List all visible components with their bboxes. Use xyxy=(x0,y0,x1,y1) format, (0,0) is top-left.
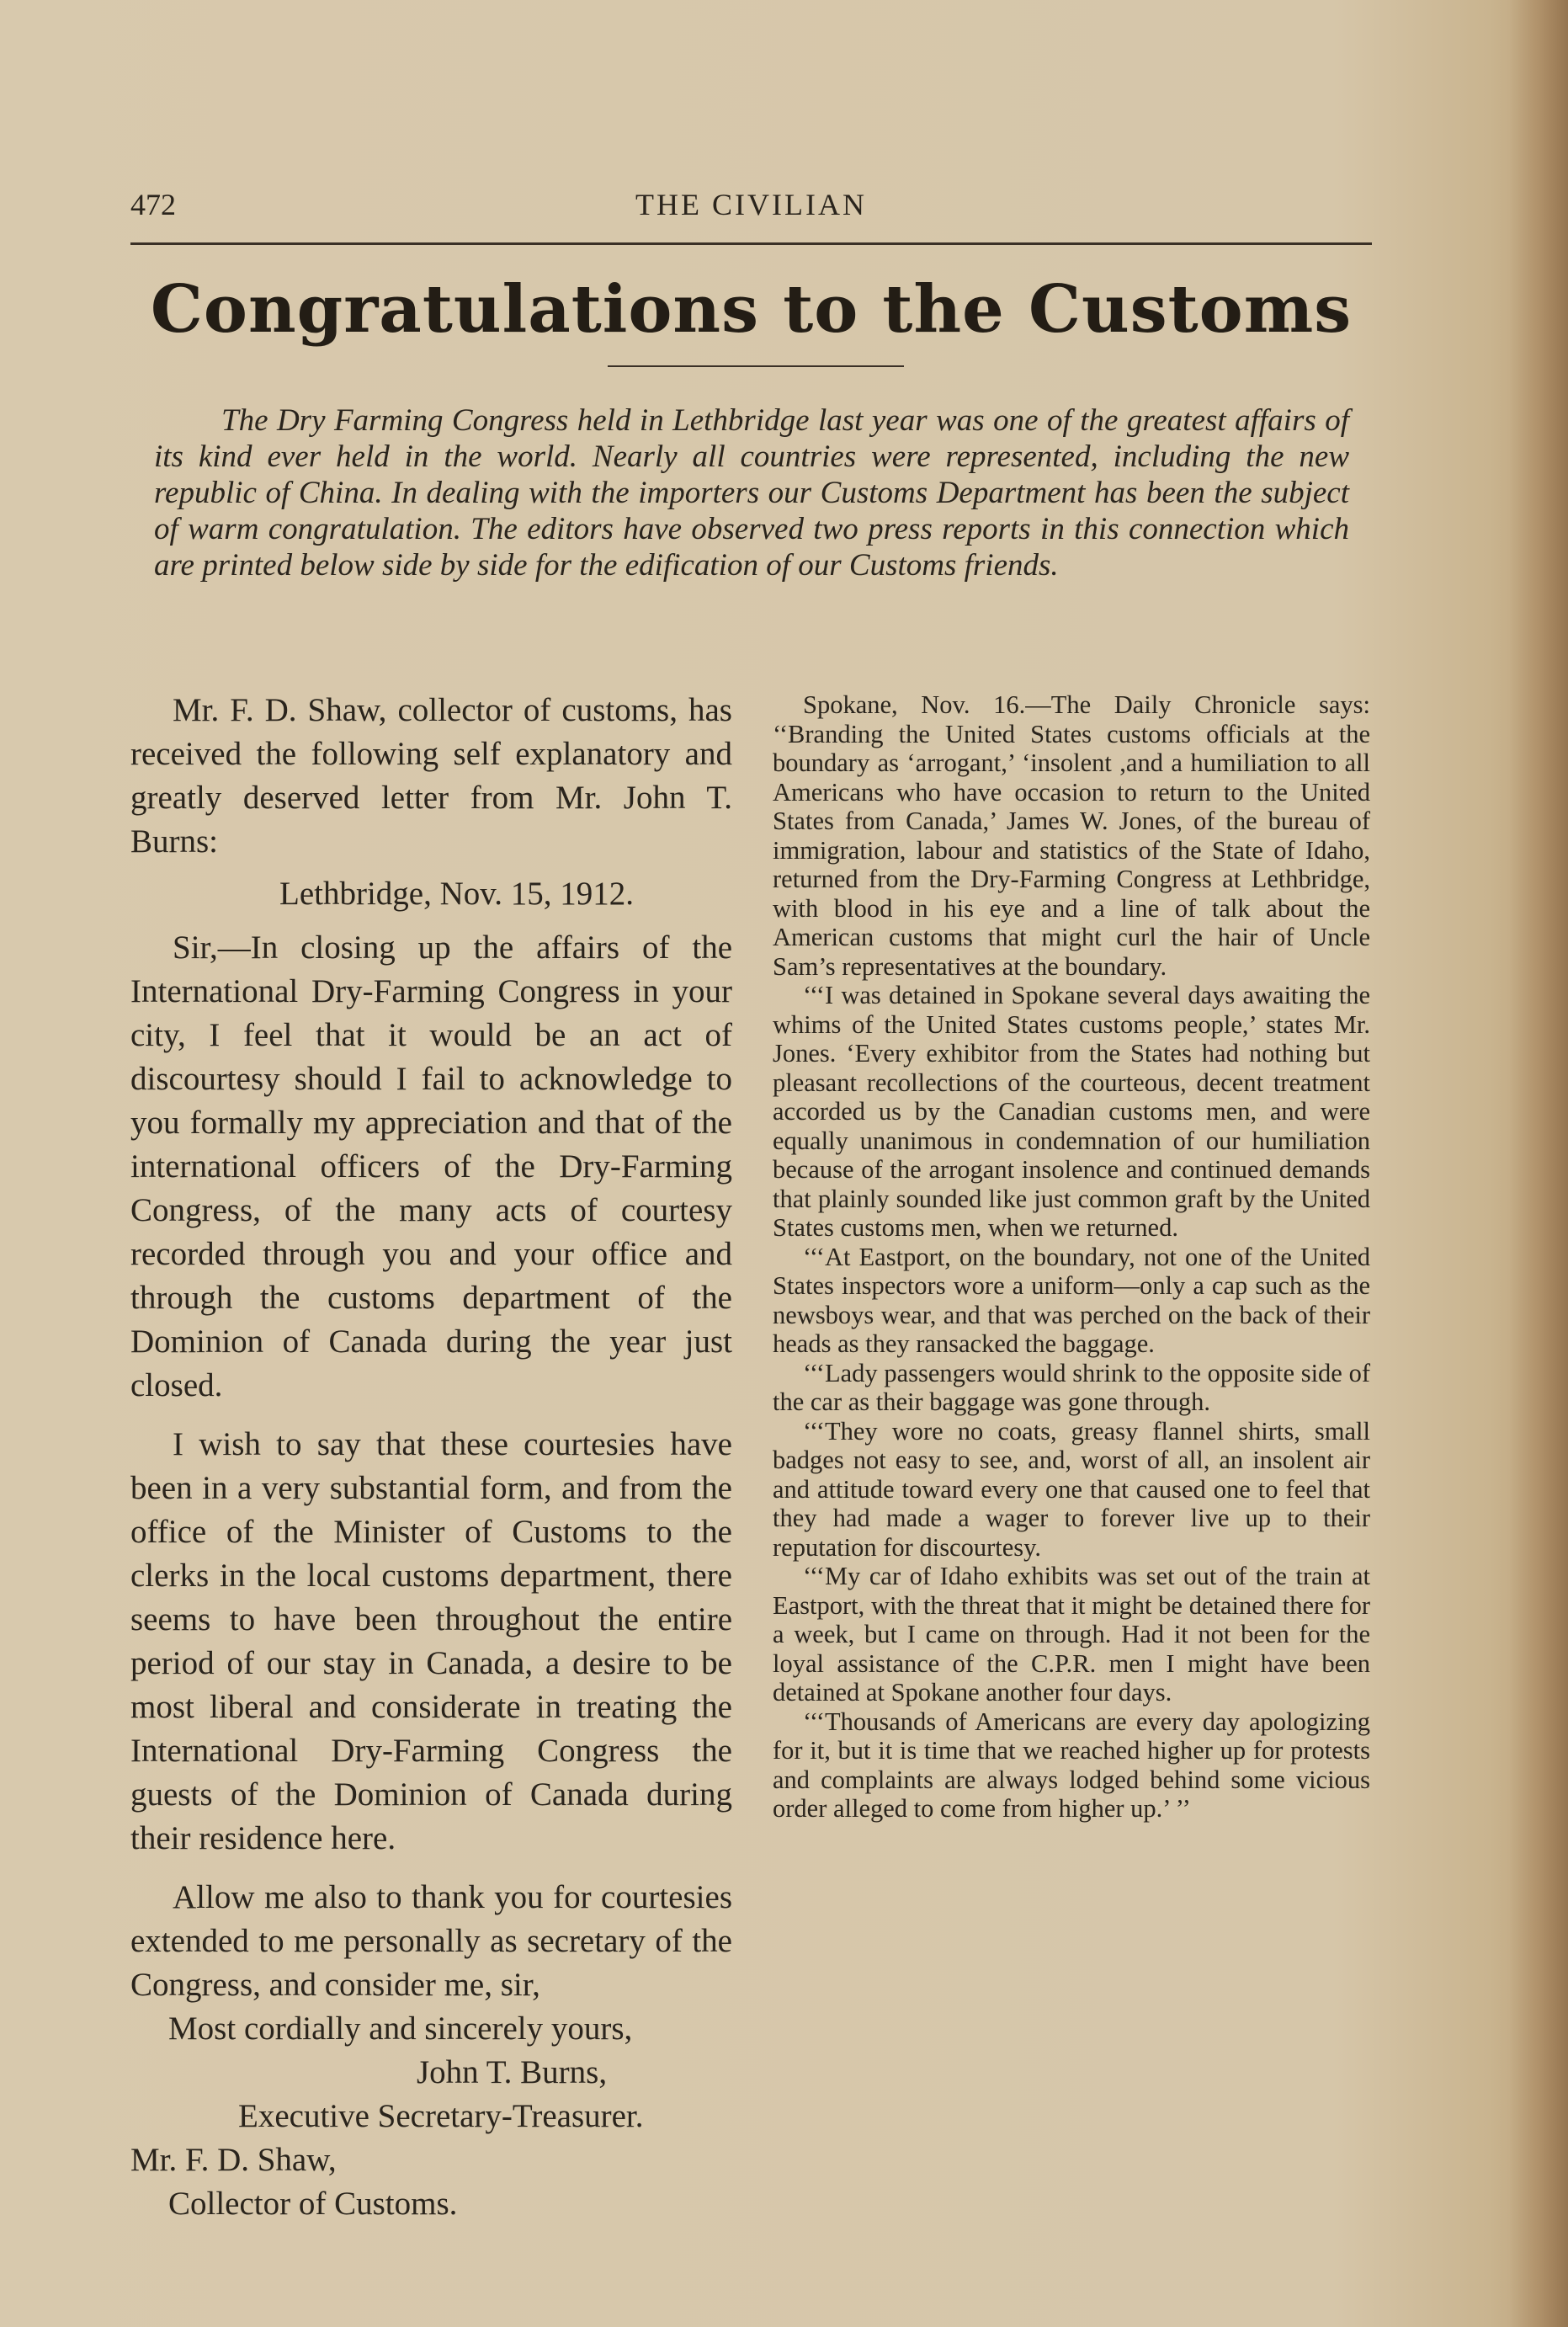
letter-dateline: Lethbridge, Nov. 15, 1912. xyxy=(279,876,634,912)
letter-signer: John T. Burns, xyxy=(417,2054,608,2090)
report-paragraph-5: ‘‘‘They wore no coats, greasy flannel shirts, small badges not easy to see, and, worst of all, an insolent air and attitude toward every one that caused one to feel that they had made a wager to forever live up to their reputation for discourtesy. xyxy=(773,1416,1370,1562)
letter-closing: Most cordially and sincerely yours, xyxy=(168,2010,633,2047)
page-edge-shadow xyxy=(1509,0,1568,2327)
report-paragraph-2: ‘‘‘I was detained in Spokane several days awaiting the whims of the United States customs people,’ states Mr. Jones. ‘Every exhibitor from the States had nothing but pleasant recollections of the courteous, decent treatment accorded us by the Canadian customs men, and were equally unanimous in condemnation of our humiliation because of the arrogant insolence and continued demands that plainly sounded like just common graft by the United States customs men, when we returned. xyxy=(773,981,1370,1242)
report-paragraph-3: ‘‘‘At Eastport, on the boundary, not one of the United States inspectors wore a uniform—only a cap such as the newsboys wear, and that was perched on the back of their heads as they ransacked the baggage. xyxy=(773,1242,1370,1358)
letter-addressee: Mr. F. D. Shaw, xyxy=(130,2142,337,2178)
letter-paragraph-3: Allow me also to thank you for courtesies extended to me personally as secretary of the Congress, and consider me, sir, xyxy=(130,1879,732,2003)
report-paragraph-1: Spokane, Nov. 16.—The Daily Chronicle says: ‘‘Branding the United States customs officials at the boundary as ‘arrogant,’ ‘insolent ,and a humiliation to all Americans who have occasion to return to the United States from Canada,’ James W. Jones, of the bureau of immigration, labour and statistics of the State of Idaho, returned from the Dry-Farming Congress at Lethbridge, with blood in his eye and a line of talk about the American customs that might curl the hair of Uncle Sam’s representatives at the boundary. xyxy=(773,690,1370,981)
report-paragraph-4: ‘‘‘Lady passengers would shrink to the opposite side of the car as their baggage was gone through. xyxy=(773,1358,1370,1416)
letter-lead: Mr. F. D. Shaw, collector of customs, has received the following self explanatory and greatly deserved letter from Mr. John T. Burns: xyxy=(130,692,732,860)
headline-rule xyxy=(608,365,904,367)
page-number: 472 xyxy=(130,188,176,221)
page-header xyxy=(130,187,1372,226)
article-intro: The Dry Farming Congress held in Lethbridge last year was one of the greatest affairs of its kind ever held in the world. Nearly all countries were represented, including the new republic of China. In dealing with the importers our Customs Department has been the subject of warm congratulation. The editors have observed two press reports in this connection which are printed below side by side for the edification of our Customs friends. xyxy=(154,403,1349,583)
letter-signer-title: Executive Secretary-Treasurer. xyxy=(238,2098,644,2134)
running-title: THE CIVILIAN xyxy=(635,188,867,221)
letter-paragraph-2: I wish to say that these courtesies have been in a very substantial form, and from the office of the Minister of Customs to the clerks in the local customs department, there seems to have been throughout the entire period of our stay in Canada, a desire to be most liberal and considerate in treating the International Dry-Farming Congress the guests of the Dominion of Canada during their residence here. xyxy=(130,1426,732,1856)
letter-column xyxy=(130,689,732,2226)
report-paragraph-7: ‘‘‘Thousands of Americans are every day apologizing for it, but it is time that we reached higher up for protests and complaints are always lodged behind some vicious order alleged to come from higher up.’ ’’ xyxy=(773,1707,1370,1823)
letter-addressee-title: Collector of Customs. xyxy=(168,2186,458,2222)
press-report-column xyxy=(773,690,1370,1824)
header-rule xyxy=(130,242,1372,245)
article-headline: Congratulations to the Customs xyxy=(150,271,1353,348)
letter-paragraph-1: Sir,—In closing up the affairs of the International Dry-Farming Congress in your city, I feel that it would be an act of discourtesy should I fail to acknowledge to you formally my appreciation and that of the international officers of the Dry-Farming Congress, of the many acts of courtesy recorded through you and your office and through the customs department of the Dominion of Canada during the year just closed. xyxy=(130,929,732,1403)
report-paragraph-6: ‘‘‘My car of Idaho exhibits was set out of the train at Eastport, with the threat that it might be detained there for a week, but I came on through. Had it not been for the loyal assistance of the C.P.R. men I might have been detained at Spokane another four days. xyxy=(773,1562,1370,1707)
